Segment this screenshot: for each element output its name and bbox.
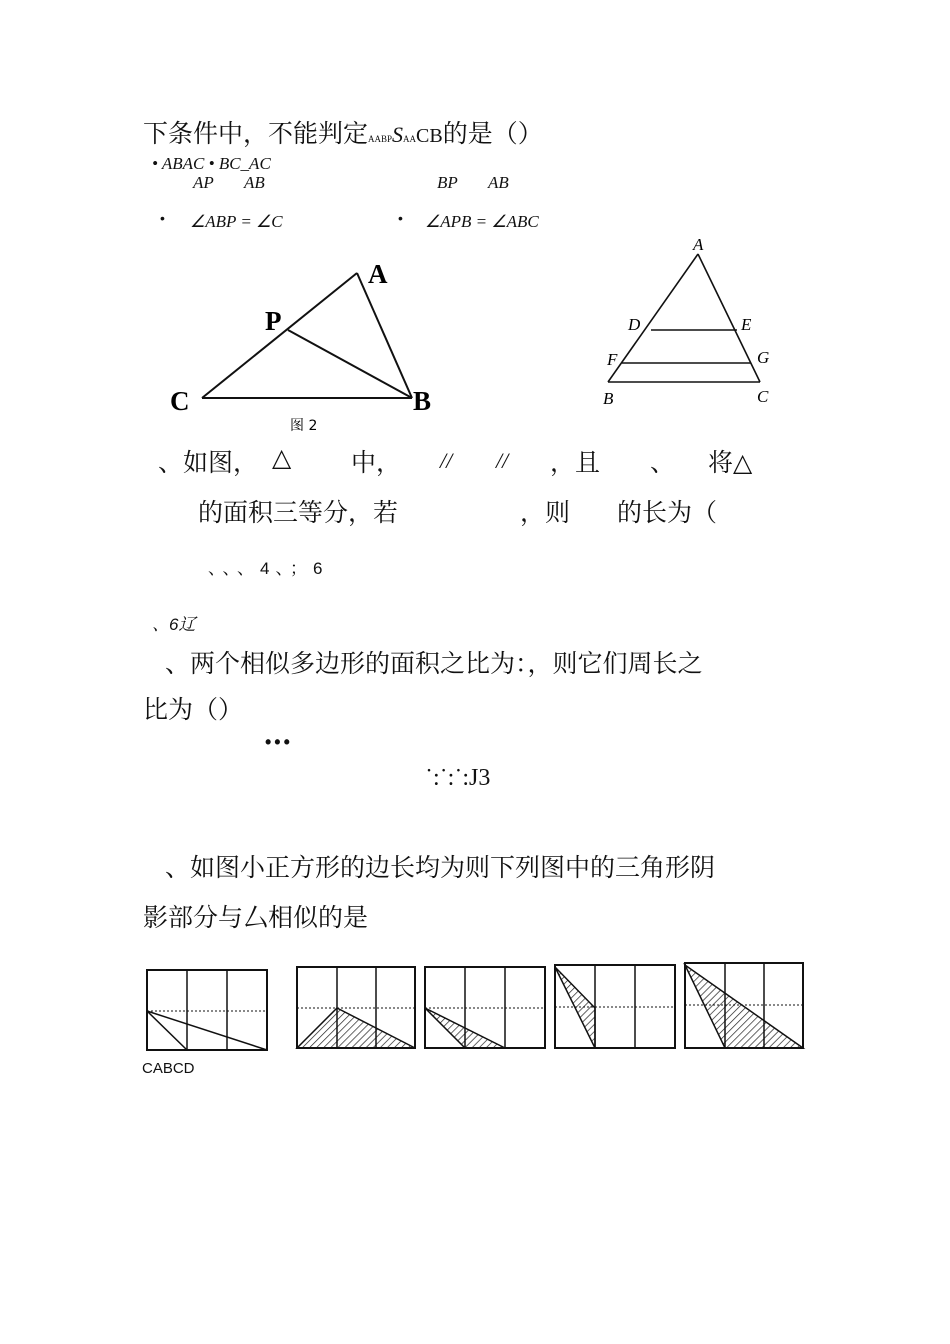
q2-options: 、、、4、；6: [208, 559, 329, 578]
grid-option-b[interactable]: [425, 967, 545, 1048]
q3-line1: 、两个相似多边形的面积之比为：，则它们周长之: [165, 649, 703, 678]
label-b: B: [603, 389, 614, 408]
q1-option-d-bullet: •: [398, 210, 403, 226]
q1-formula-sub2: AA: [403, 134, 417, 144]
label-p: P: [265, 306, 282, 336]
q2-part2: △: [272, 443, 292, 472]
line-ab: [357, 273, 412, 398]
label-c: C: [170, 386, 190, 416]
label-e: E: [741, 315, 752, 334]
grid-option-d[interactable]: [685, 963, 803, 1048]
label-a: A: [693, 235, 704, 254]
q2-line2c: 的长为（: [617, 498, 718, 527]
q1-stem-a: 下条件中，不能判定: [143, 119, 369, 148]
grid-option-c[interactable]: [555, 965, 675, 1048]
q1-stem: [143, 114, 543, 150]
q3-line2: 比为（）: [143, 695, 244, 724]
q2-line2a: 的面积三等分，若: [198, 498, 399, 527]
q4-line1: 、如图小正方形的边长均为则下列图中的三角形阴: [165, 853, 716, 882]
q3-ratio: ˙:˙:˙:J3: [425, 765, 491, 791]
q1-option-c: ∠ABP = ∠C: [190, 212, 283, 231]
q2-part6: ，且: [550, 448, 601, 477]
q2-line2b: ，则: [520, 498, 571, 527]
q1-option-ab1: AB: [244, 173, 265, 192]
q1-option-bp: BP: [437, 173, 458, 192]
q2-part3: 中，: [351, 448, 402, 477]
grid-option-a[interactable]: [297, 967, 415, 1048]
label-f: F: [607, 350, 618, 369]
line-pb: [288, 330, 412, 398]
q4-line2: 影部分与厶相似的是: [143, 903, 369, 932]
label-c: C: [757, 387, 769, 406]
q1-formula-s: S: [392, 122, 404, 147]
q1-stem-b: 的是（）: [442, 119, 543, 148]
q3-dots: •••: [265, 732, 293, 752]
q1-option-c-bullet: •: [160, 210, 165, 226]
figure-triangle-pab: [160, 250, 460, 440]
q2-part1: 、如图，: [158, 448, 259, 477]
grid-figures: [140, 955, 820, 1060]
q2-part8: 将△: [708, 448, 753, 477]
q2-extra: 、6辽: [152, 615, 196, 634]
q1-option-line1: • ABAC • BC_AC: [152, 154, 271, 173]
q1-option-d: ∠APB = ∠ABC: [425, 212, 539, 231]
grid-reference: [147, 970, 267, 1050]
label-b: B: [413, 386, 432, 416]
q1-option-ab2: AB: [488, 173, 509, 192]
figure-caption: 图 2: [290, 418, 318, 434]
q1-formula-sub1: AABP: [368, 134, 393, 144]
figure-triangle-abc: [585, 222, 795, 422]
label-d: D: [628, 315, 641, 334]
grid-label: CABCD: [142, 1060, 195, 1077]
label-g: G: [757, 348, 770, 367]
label-a: A: [368, 259, 388, 289]
q2-part4: //: [440, 448, 453, 473]
q2-part7: 、: [650, 448, 676, 477]
q1-option-ap: AP: [193, 173, 214, 192]
q1-formula-cb: CB: [416, 125, 443, 147]
q2-part5: //: [496, 448, 509, 473]
